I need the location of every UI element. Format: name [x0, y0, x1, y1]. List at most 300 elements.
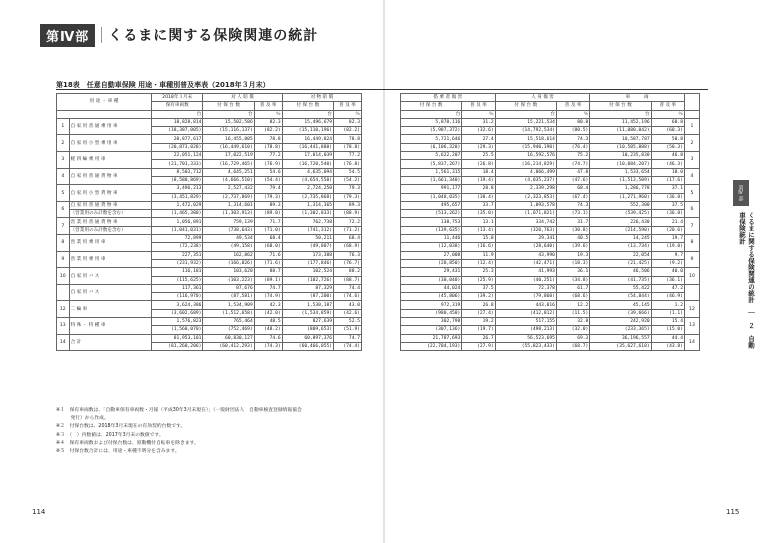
col-p-rate: 普 及 率: [334, 102, 362, 110]
row-number: 2: [57, 135, 70, 152]
value-s_cnt: (6,106,320): [401, 143, 462, 151]
value-b_cnt: 49,534: [203, 235, 254, 243]
value-h_rate: 74.3: [556, 201, 589, 209]
value-owned: (72,238): [152, 243, 203, 251]
table-row: [401, 326, 700, 334]
value-v_rate: 18.0: [651, 168, 684, 176]
value-b_cnt: 17,022,519: [203, 152, 254, 160]
col-b-count: 付 保 台 数: [203, 102, 254, 110]
note-line: ※４ 保有車両数および付保台数は、原動機付自転車を除きます。: [56, 440, 199, 446]
value-h_cnt: 72,378: [495, 284, 556, 292]
value-v_rate: (36.8): [651, 193, 684, 201]
value-owned: 3,496,213: [152, 185, 203, 193]
row-number: 10: [684, 268, 699, 285]
value-b_cnt: (87,581): [203, 293, 254, 301]
table-row: [401, 168, 700, 176]
value-s_rate: 25.5: [462, 152, 495, 160]
value-p_cnt: (809,653): [282, 326, 333, 334]
value-h_cnt: (40,251): [495, 276, 556, 284]
value-p_cnt: 87,329: [282, 284, 333, 292]
value-p_cnt: 102,524: [282, 268, 333, 276]
value-h_rate: (68.7): [556, 342, 589, 350]
value-s_rate: 13.1: [462, 218, 495, 226]
value-owned: 1,472,029: [152, 201, 203, 209]
table-row: [401, 268, 700, 276]
value-p_rate: 68.4: [334, 235, 362, 243]
value-s_rate: (39.2): [462, 293, 495, 301]
row-number: 6: [684, 201, 699, 218]
value-s_cnt: 27,008: [401, 251, 462, 259]
value-v_cnt: 1,286,778: [590, 185, 651, 193]
row-number: 7: [57, 218, 70, 235]
col-v-rate: 普 及 率: [651, 102, 684, 110]
value-p_cnt: (2,735,868): [282, 193, 333, 201]
value-s_rate: 26.8: [462, 301, 495, 309]
value-v_rate: 37.5: [651, 201, 684, 209]
value-h_rate: 40.5: [556, 235, 589, 243]
value-v_rate: 19.7: [651, 235, 684, 243]
value-s_cnt: 11,446: [401, 235, 462, 243]
value-v_rate: (36.8): [651, 210, 684, 218]
value-s_rate: 26.7: [462, 334, 495, 342]
value-b_cnt: 1,534,909: [203, 301, 254, 309]
value-p_cnt: (15,110,196): [282, 127, 333, 135]
value-s_rate: (19.4): [462, 176, 495, 184]
row-number: 14: [57, 334, 70, 351]
value-v_rate: 9.7: [651, 251, 684, 259]
value-b_rate: 88.7: [254, 268, 282, 276]
table-row: [401, 235, 700, 243]
value-owned: (81,260,206): [152, 342, 203, 350]
value-b_rate: (79.3): [254, 193, 282, 201]
value-b_rate: 89.3: [254, 201, 282, 209]
value-h_rate: 80.8: [556, 118, 589, 126]
value-h_rate: 19.3: [556, 251, 589, 259]
value-h_rate: (47.6): [556, 176, 589, 184]
value-s_rate: 33.7: [462, 201, 495, 209]
value-h_cnt: (14,792,534): [495, 127, 556, 135]
value-p_rate: 77.2: [334, 152, 362, 160]
value-b_rate: 71.7: [254, 218, 282, 226]
unit: ％: [254, 110, 282, 118]
row-label: 営 業 用 乗 用 車: [69, 235, 151, 252]
value-owned: 1,056,891: [152, 218, 203, 226]
value-owned: (1,041,031): [152, 226, 203, 234]
value-h_rate: 31.7: [556, 218, 589, 226]
value-v_rate: 1.2: [651, 301, 684, 309]
row-number: 1: [57, 118, 70, 135]
value-h_cnt: 29,341: [495, 235, 556, 243]
value-h_rate: (39.6): [556, 243, 589, 251]
table-row: [401, 201, 700, 209]
value-b_cnt: 15,502,586: [203, 118, 254, 126]
value-v_cnt: (10,084,207): [590, 160, 651, 168]
value-h_rate: 69.3: [556, 334, 589, 342]
value-b_cnt: (49,158): [203, 243, 254, 251]
row-label: 特 殊 ・ 特 種 車: [69, 318, 151, 335]
row-label: 自 家 用 普 通 乗 用 車: [69, 118, 151, 135]
note-line: ※２ 付保台数は、2018年3月末現在の有効契約台数です。: [56, 424, 186, 430]
value-h_cnt: 43,990: [495, 251, 556, 259]
value-b_cnt: 2,527,432: [203, 185, 254, 193]
value-p_cnt: 50,211: [282, 235, 333, 243]
value-v_rate: 44.4: [651, 334, 684, 342]
value-s_rate: 19.2: [462, 318, 495, 326]
row-number: 13: [684, 318, 699, 335]
value-b_rate: 77.2: [254, 152, 282, 160]
value-h_cnt: 16,592,576: [495, 152, 556, 160]
value-s_cnt: 991,177: [401, 185, 462, 193]
value-s_cnt: (980,450): [401, 309, 462, 317]
row-number: 13: [57, 318, 70, 335]
value-p_rate: (51.9): [334, 326, 362, 334]
row-sublabel: （営業用のみ計数を含む）: [69, 210, 151, 218]
value-v_rate: 46.8: [651, 152, 684, 160]
value-s_rate: 11.9: [462, 251, 495, 259]
value-s_rate: 18.4: [462, 168, 495, 176]
value-s_rate: (30.4): [462, 193, 495, 201]
value-p_rate: (71.2): [334, 226, 362, 234]
unit: ％: [651, 110, 684, 118]
table-row: [401, 193, 700, 201]
value-s_cnt: 495,657: [401, 201, 462, 209]
value-b_rate: 74.6: [254, 334, 282, 342]
value-owned: 116,181: [152, 268, 203, 276]
value-v_cnt: 10,587,787: [590, 135, 651, 143]
table-row: [57, 301, 362, 309]
value-b_rate: (89.0): [254, 210, 282, 218]
unit: 台: [401, 110, 462, 118]
value-v_cnt: 242,920: [590, 318, 651, 326]
value-p_rate: (79.3): [334, 193, 362, 201]
value-v_cnt: (1,513,509): [590, 176, 651, 184]
value-v_cnt: (13,734): [590, 243, 651, 251]
value-v_rate: (1.1): [651, 309, 684, 317]
value-b_rate: (42.0): [254, 309, 282, 317]
header-divider: [101, 27, 102, 43]
col-s-rate: 普 及 率: [462, 102, 495, 110]
value-b_cnt: (15,116,137): [203, 127, 254, 135]
table-row: [57, 334, 362, 342]
table-row: [57, 235, 362, 243]
table-right: [400, 93, 700, 351]
row-label: 自 家 用 小 型 乗 用 車: [69, 135, 151, 152]
table-row: [401, 152, 700, 160]
value-b_cnt: (738,643): [203, 226, 254, 234]
value-b_rate: (82.2): [254, 127, 282, 135]
value-s_rate: (12.4): [462, 259, 495, 267]
value-owned: 18,828,814: [152, 118, 203, 126]
col-p-count: 付 保 台 数: [282, 102, 333, 110]
value-v_rate: (9.2): [651, 259, 684, 267]
value-s_cnt: (12,038): [401, 243, 462, 251]
value-owned: 117,361: [152, 284, 203, 292]
table-row: [401, 185, 700, 193]
value-s_cnt: (45,806): [401, 293, 462, 301]
value-s_rate: (26.8): [462, 160, 495, 168]
value-b_cnt: (60,412,293): [203, 342, 254, 350]
value-v_cnt: (21,425): [590, 259, 651, 267]
value-b_rate: (48.2): [254, 326, 282, 334]
value-h_rate: (11.5): [556, 309, 589, 317]
part-header: [40, 24, 318, 46]
value-b_cnt: (2,737,869): [203, 193, 254, 201]
value-p_cnt: (60,466,055): [282, 342, 333, 350]
row-number: 5: [684, 185, 699, 202]
value-s_cnt: (28,850): [401, 259, 462, 267]
value-owned: (231,932): [152, 259, 203, 267]
value-p_rate: (54.2): [334, 176, 362, 184]
value-p_rate: (42.6): [334, 309, 362, 317]
value-owned: (116,970): [152, 293, 203, 301]
value-h_cnt: 15,221,534: [495, 118, 556, 126]
value-p_cnt: (1,302,833): [282, 210, 333, 218]
value-s_rate: 27.4: [462, 135, 495, 143]
side-tab: 第Ⅳ部: [733, 180, 749, 206]
row-number: 4: [57, 168, 70, 185]
value-s_cnt: 1,561,315: [401, 168, 462, 176]
note-line: ※５ 付保台数合計には、用途・車種不明分を含みます。: [56, 449, 180, 455]
value-owned: 3,624,386: [152, 301, 203, 309]
row-label: 自 家 用 普 通 貨 物 車: [69, 201, 151, 209]
row-number: 4: [684, 168, 699, 185]
value-b_cnt: 103,620: [203, 268, 254, 276]
table-row: [57, 251, 362, 259]
value-h_cnt: (498,213): [495, 326, 556, 334]
value-v_cnt: 45,145: [590, 301, 651, 309]
value-owned: 72,899: [152, 235, 203, 243]
value-v_rate: (36.1): [651, 276, 684, 284]
value-p_rate: 72.2: [334, 218, 362, 226]
row-number: 3: [57, 152, 70, 169]
unit: ％: [556, 110, 589, 118]
value-h_cnt: 15,518,614: [495, 135, 556, 143]
value-h_rate: (32.0): [556, 326, 589, 334]
value-b_cnt: 1,314,601: [203, 201, 254, 209]
value-v_rate: 50.8: [651, 135, 684, 143]
value-b_rate: (78.8): [254, 143, 282, 151]
value-owned: 22,051,124: [152, 152, 203, 160]
value-h_cnt: (4,035,237): [495, 176, 556, 184]
value-h_rate: 32.8: [556, 318, 589, 326]
value-s_cnt: 302,798: [401, 318, 462, 326]
value-p_rate: 54.5: [334, 168, 362, 176]
value-h_cnt: 56,523,695: [495, 334, 556, 342]
value-b_cnt: 765,464: [203, 318, 254, 326]
value-b_rate: 82.3: [254, 118, 282, 126]
value-b_cnt: 4,645,251: [203, 168, 254, 176]
value-h_rate: 68.4: [556, 185, 589, 193]
value-p_rate: (74.4): [334, 342, 362, 350]
value-p_cnt: (102,726): [282, 276, 333, 284]
value-s_cnt: (513,262): [401, 210, 462, 218]
table-row: [57, 201, 362, 209]
value-p_rate: (82.2): [334, 127, 362, 135]
value-h_rate: 75.2: [556, 152, 589, 160]
note-line: ※３ （ ）内数値は、2017年3月末の数値です。: [56, 432, 164, 438]
value-v_rate: 37.1: [651, 185, 684, 193]
value-p_cnt: (177,846): [282, 259, 333, 267]
value-p_rate: (78.8): [334, 143, 362, 151]
value-s_rate: (27.9): [462, 342, 495, 350]
value-h_cnt: 1,093,578: [495, 201, 556, 209]
table-row: [57, 318, 362, 326]
value-p_rate: 78.8: [334, 135, 362, 143]
value-p_cnt: (741,312): [282, 226, 333, 234]
side-caption: くるまに関する保険関連の統計 ｜ ２ 自動車保険統計: [738, 212, 755, 349]
value-v_cnt: 46,506: [590, 268, 651, 276]
table-row: [401, 284, 700, 292]
value-h_cnt: 517,155: [495, 318, 556, 326]
value-s_cnt: 138,753: [401, 218, 462, 226]
value-h_rate: (67.4): [556, 193, 589, 201]
value-h_cnt: (79,860): [495, 293, 556, 301]
value-h_cnt: (42,471): [495, 259, 556, 267]
table-row: [57, 210, 362, 218]
table-row: [401, 309, 700, 317]
table-row: [401, 243, 700, 251]
value-b_rate: (74.9): [254, 293, 282, 301]
value-p_rate: 74.4: [334, 284, 362, 292]
value-v_cnt: (1,271,960): [590, 193, 651, 201]
value-p_cnt: 2,724,250: [282, 185, 333, 193]
table-row: [57, 284, 362, 292]
value-p_rate: (76.8): [334, 160, 362, 168]
table-row: [57, 118, 362, 126]
row-number: 9: [57, 251, 70, 268]
value-h_cnt: (320,763): [495, 226, 556, 234]
value-owned: (18,387,005): [152, 127, 203, 135]
value-h_cnt: (55,823,433): [495, 342, 556, 350]
value-h_cnt: 4,066,499: [495, 168, 556, 176]
value-b_rate: 78.8: [254, 135, 282, 143]
value-owned: 20,877,617: [152, 135, 203, 143]
row-number: 8: [57, 235, 70, 252]
row-sublabel: （営業用のみ計数を含む）: [69, 226, 151, 234]
table-row: [401, 334, 700, 342]
col-passenger: 搭 乗 者 傷 害: [401, 94, 496, 102]
value-v_rate: (60.3): [651, 127, 684, 135]
value-p_cnt: 1,530,187: [282, 301, 333, 309]
row-number: 3: [684, 152, 699, 169]
gutter: [383, 0, 385, 543]
page-number-left: 114: [32, 508, 46, 516]
unit: 台: [590, 110, 651, 118]
table-row: [401, 218, 700, 226]
value-s_cnt: 5,622,207: [401, 152, 462, 160]
value-h_cnt: 443,016: [495, 301, 556, 309]
title-rule: [56, 89, 708, 90]
unit: 台: [495, 110, 556, 118]
value-v_cnt: 226,430: [590, 218, 651, 226]
footnotes: [56, 407, 356, 456]
value-v_cnt: (54,844): [590, 293, 651, 301]
value-s_rate: (35.0): [462, 210, 495, 218]
table-title: 第18表 任意自動車保険 用途・車種別普及率表（2018年３月末）: [56, 81, 270, 89]
value-v_cnt: (41,735): [590, 276, 651, 284]
value-s_rate: (13.4): [462, 226, 495, 234]
row-label: 軽 四 輪 乗 用 車: [69, 152, 151, 169]
value-p_rate: (74.6): [334, 293, 362, 301]
value-h_rate: (30.8): [556, 226, 589, 234]
row-number: 5: [57, 185, 70, 202]
value-owned: (21,701,333): [152, 160, 203, 168]
value-owned: (1,560,070): [152, 326, 203, 334]
row-number: 12: [684, 301, 699, 318]
value-p_rate: (88.7): [334, 276, 362, 284]
value-h_rate: (73.1): [556, 210, 589, 218]
value-v_rate: 60.8: [651, 118, 684, 126]
value-v_cnt: 1,533,654: [590, 168, 651, 176]
value-v_cnt: 10,235,830: [590, 152, 651, 160]
value-p_cnt: 16,449,824: [282, 135, 333, 143]
value-v_cnt: (539,425): [590, 210, 651, 218]
table-row: [57, 168, 362, 176]
value-s_cnt: 29,431: [401, 268, 462, 276]
value-h_cnt: (16,214,829): [495, 160, 556, 168]
table-row: [57, 218, 362, 226]
value-b_cnt: (16,449,610): [203, 143, 254, 151]
value-owned: 8,503,712: [152, 168, 203, 176]
row-number: [57, 284, 70, 301]
col-property: 対 物 賠 償: [282, 94, 361, 102]
value-v_cnt: (39,666): [590, 309, 651, 317]
row-number: [684, 284, 699, 301]
table-row: [401, 160, 700, 168]
col-vehicle: 車 両: [590, 94, 685, 102]
value-s_cnt: (5,987,372): [401, 127, 462, 135]
value-p_cnt: 762,738: [282, 218, 333, 226]
table-row: [401, 301, 700, 309]
value-v_rate: (46.3): [651, 160, 684, 168]
value-h_cnt: (1,071,821): [495, 210, 556, 218]
value-p_cnt: (1,534,859): [282, 309, 333, 317]
table-row: [401, 143, 700, 151]
value-b_rate: 74.7: [254, 284, 282, 292]
value-owned: (8,580,869): [152, 176, 203, 184]
value-p_cnt: 15,496,679: [282, 118, 333, 126]
value-v_cnt: 552,300: [590, 201, 651, 209]
table-left: [56, 93, 362, 351]
value-owned: (3,602,689): [152, 309, 203, 317]
value-p_rate: 82.3: [334, 118, 362, 126]
value-v_rate: 40.0: [651, 268, 684, 276]
row-label: 合 計: [69, 334, 151, 351]
value-b_rate: (71.6): [254, 259, 282, 267]
table-row: [57, 135, 362, 143]
table-row: [401, 176, 700, 184]
table-row: [401, 226, 700, 234]
value-h_rate: (68.6): [556, 293, 589, 301]
value-h_rate: (80.5): [556, 127, 589, 135]
row-number: 10: [57, 268, 70, 285]
value-s_rate: (27.4): [462, 309, 495, 317]
value-v_rate: 15.4: [651, 318, 684, 326]
value-s_cnt: (1,048,035): [401, 193, 462, 201]
table-row: [401, 135, 700, 143]
value-b_cnt: (1,512,658): [203, 309, 254, 317]
table-row: [401, 276, 700, 284]
value-owned: 1,576,823: [152, 318, 203, 326]
value-s_cnt: (22,704,193): [401, 342, 462, 350]
value-owned: (20,873,028): [152, 143, 203, 151]
value-b_cnt: (16,729,465): [203, 160, 254, 168]
row-label: 自 家 用 小 型 貨 物 車: [69, 185, 151, 202]
value-v_cnt: 11,452,196: [590, 118, 651, 126]
value-p_cnt: 173,388: [282, 251, 333, 259]
value-p_rate: 43.0: [334, 301, 362, 309]
value-s_rate: (25.9): [462, 276, 495, 284]
